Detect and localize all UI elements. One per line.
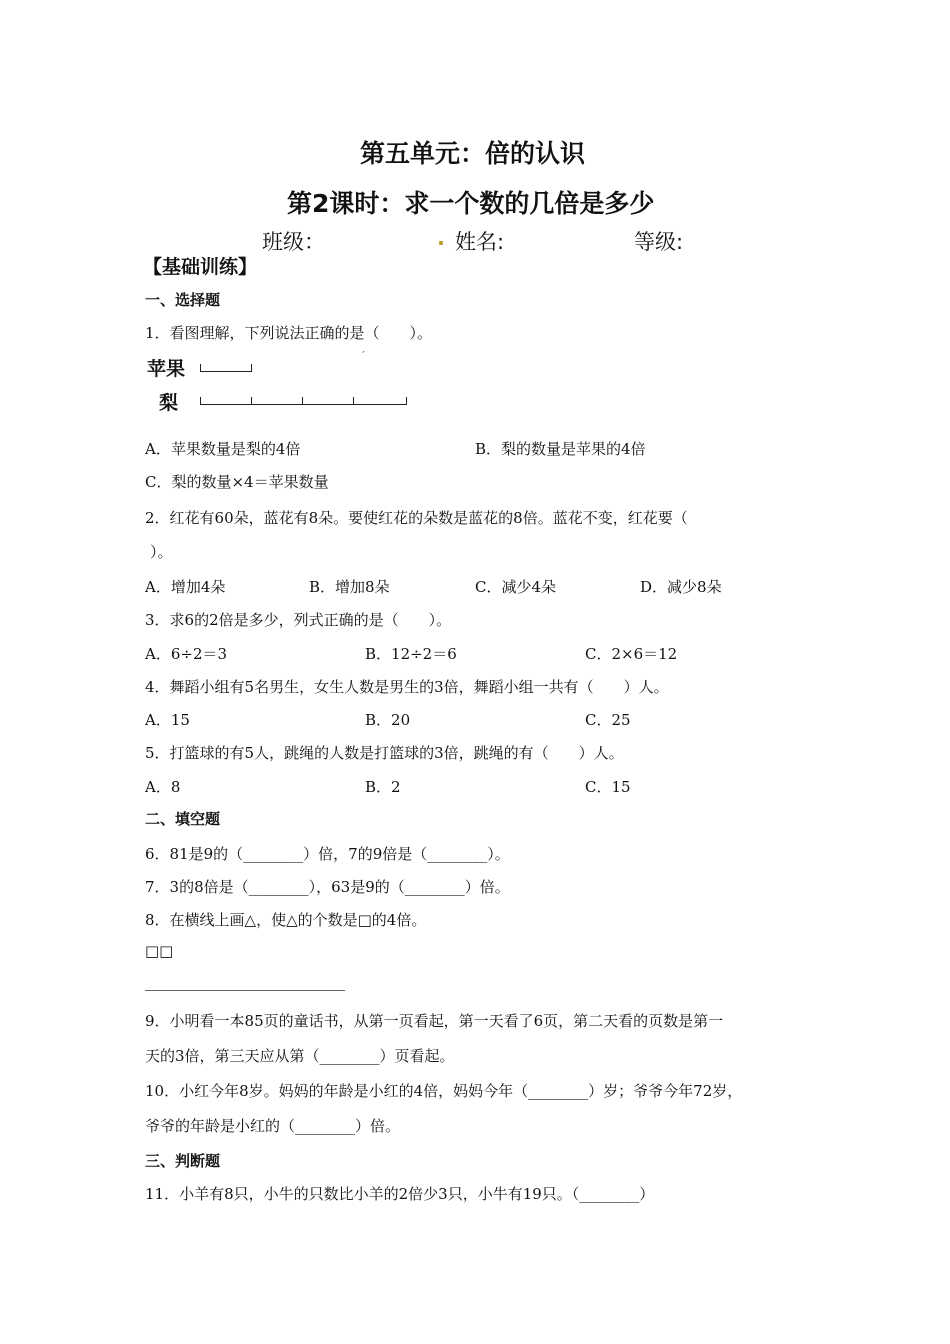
q8-stem: 8．在横线上画△，使△的个数是□的4倍。: [145, 911, 427, 929]
q5-stem: 5．打篮球的有5人，跳绳的人数是打篮球的3倍，跳绳的有（ ）人。: [145, 744, 624, 762]
q5-option-a: A．8: [145, 778, 181, 796]
apple-segment: [200, 364, 252, 372]
q5-option-c: C．15: [585, 778, 631, 796]
q9-line2: 天的3倍，第三天应从第（________）页看起。: [145, 1047, 455, 1065]
class-label: 班级：: [262, 230, 325, 254]
training-heading: 【基础训练】: [143, 256, 258, 278]
q4-option-a: A．15: [145, 711, 190, 729]
q5-option-b: B．2: [365, 778, 401, 796]
q3-option-c: C．2×6＝12: [585, 645, 678, 663]
section-choice: 一、选择题: [145, 291, 221, 309]
q2-option-d: D．减少8朵: [640, 578, 722, 596]
q7-text: 7．3的8倍是（________），63是9的（________）倍。: [145, 878, 510, 896]
section-judge: 三、判断题: [145, 1152, 221, 1170]
q8-answer-line: [145, 990, 345, 991]
pear-segment: [251, 397, 303, 405]
q2-stem-line1: 2．红花有60朵，蓝花有8朵。要使红花的朵数是蓝花的8倍。蓝花不变，红花要（: [145, 509, 688, 527]
q4-option-b: B．20: [365, 711, 411, 729]
grade-label: 等级:: [634, 230, 684, 254]
q4-stem: 4．舞蹈小组有5名男生，女生人数是男生的3倍，舞蹈小组一共有（ ）人。: [145, 678, 669, 696]
q1-option-a: A．苹果数量是梨的4倍: [145, 440, 301, 458]
name-label: 姓名:: [455, 230, 505, 254]
q2-option-a: A．增加4朵: [145, 578, 226, 596]
pear-segment: [200, 397, 252, 405]
q9-line1: 9．小明看一本85页的童话书，从第一页看起，第一天看了6页，第二天看的页数是第一: [145, 1012, 724, 1030]
q3-option-a: A．6÷2＝3: [145, 645, 228, 663]
q3-option-b: B．12÷2＝6: [365, 645, 457, 663]
q1-option-b: B．梨的数量是苹果的4倍: [475, 440, 646, 458]
pear-segment: [302, 397, 354, 405]
pear-segment: [353, 397, 407, 405]
q1-option-c: C．梨的数量×4＝苹果数量: [145, 473, 329, 491]
section-fill: 二、填空题: [145, 810, 221, 828]
q2-option-c: C．减少4朵: [475, 578, 557, 596]
q11-text: 11．小羊有8只，小牛的只数比小羊的2倍少3只，小牛有19只。（________）: [145, 1185, 655, 1203]
q4-option-c: C．25: [585, 711, 631, 729]
q8-squares: □□: [145, 942, 174, 960]
lesson-title: 第2课时：求一个数的几倍是多少: [287, 189, 655, 218]
pear-label: 梨: [159, 392, 179, 414]
q2-stem-line2: ）。: [150, 543, 173, 561]
q6-text: 6．81是9的（________）倍，7的9倍是（________）。: [145, 845, 510, 863]
separator-dot: .: [437, 226, 445, 250]
unit-title: 第五单元：倍的认识: [360, 139, 586, 168]
q10-line1: 10．小红今年8岁。妈妈的年龄是小红的4倍，妈妈今年（________）岁；爷爷今年72岁，: [145, 1082, 743, 1100]
apple-label: 苹果: [147, 358, 186, 380]
stray-mark: ˊ: [360, 350, 366, 363]
q1-stem: 1．看图理解，下列说法正确的是（ ）。: [145, 324, 433, 342]
q3-stem: 3．求6的2倍是多少，列式正确的是（ ）。: [145, 611, 452, 629]
q2-option-b: B．增加8朵: [309, 578, 390, 596]
q10-line2: 爷爷的年龄是小红的（________）倍。: [145, 1117, 401, 1135]
